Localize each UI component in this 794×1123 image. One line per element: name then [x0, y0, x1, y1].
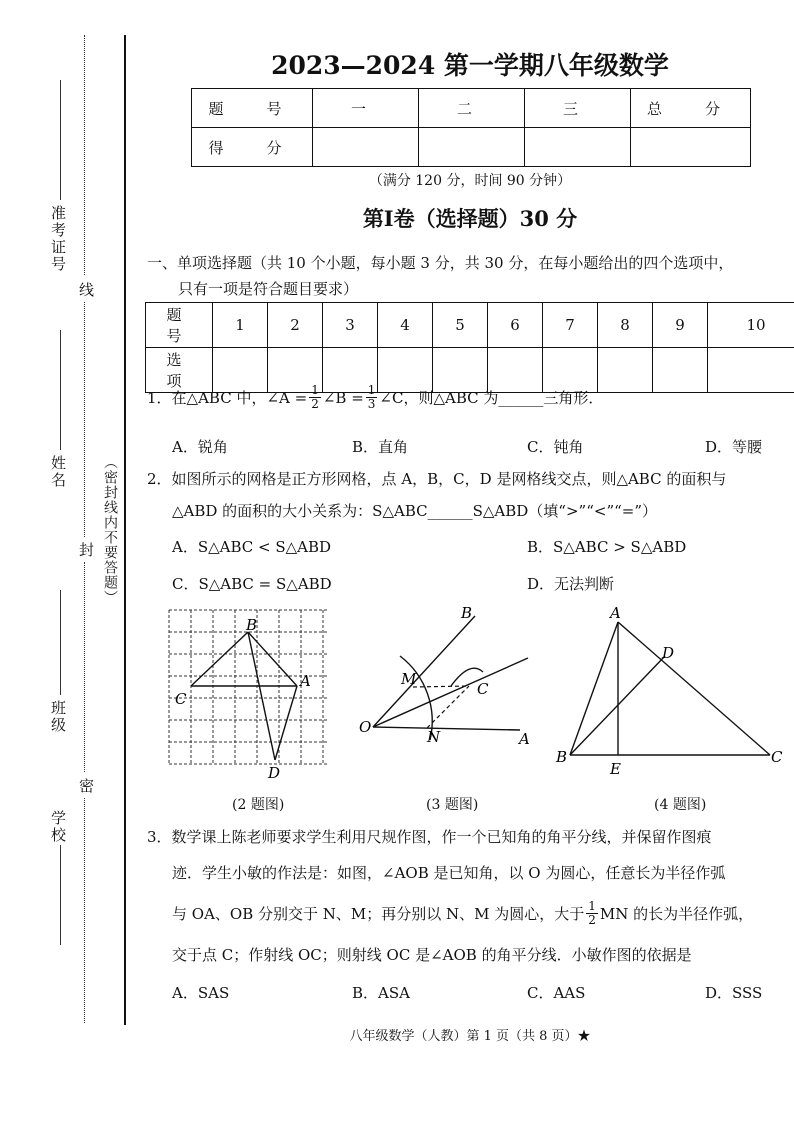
- question-number: 5: [433, 303, 488, 348]
- q1-option-c[interactable]: C．钝角: [527, 438, 584, 456]
- score-header-cell: 一: [313, 89, 419, 128]
- question-number: 8: [598, 303, 653, 348]
- exam-id-blank[interactable]: [60, 80, 61, 200]
- fig2-point-b: B: [246, 616, 258, 634]
- figure-2-caption: (2 题图): [232, 797, 285, 813]
- class-blank[interactable]: [60, 590, 61, 695]
- question-number: 4: [378, 303, 433, 348]
- q3-option-c[interactable]: C．AAS: [527, 984, 586, 1002]
- binding-bar: [124, 35, 126, 1025]
- ray-oa: [373, 727, 520, 730]
- page-footer: 八年级数学（人教）第 1 页（共 8 页）★: [349, 1029, 591, 1044]
- seal-line-lower: [84, 562, 85, 772]
- page-title: 2023—2024 第一学期八年级数学: [271, 51, 669, 80]
- q1-prefix: 1．在△ABC 中，∠A =: [147, 389, 308, 407]
- q2-option-d[interactable]: D．无法判断: [527, 575, 615, 593]
- score-header-cell: 总 分: [631, 89, 751, 128]
- score-header-cell: 三: [525, 89, 631, 128]
- question-number: 6: [488, 303, 543, 348]
- question-number: 3: [323, 303, 378, 348]
- exam-meta: （满分 120 分，时间 90 分钟）: [368, 173, 572, 189]
- figure-2: [160, 600, 340, 785]
- fig4-point-b: B: [556, 748, 568, 766]
- q1-fraction-2: $\frac{1}{3}$: [367, 383, 376, 411]
- score-cell[interactable]: [525, 128, 631, 167]
- seal-notice: （密封线内不要答题）: [102, 455, 118, 605]
- seal-char: 封: [77, 542, 95, 559]
- q1-mid: ∠B =: [322, 388, 364, 407]
- triangles: [191, 632, 297, 760]
- answer-row-label: 题 号: [146, 303, 213, 348]
- school-blank[interactable]: [60, 845, 61, 945]
- q2-option-b[interactable]: B．S△ABC > S△ABD: [527, 538, 687, 556]
- q1-fraction-1: $\frac{1}{2}$: [311, 383, 319, 411]
- q1-option-b[interactable]: B．直角: [352, 438, 409, 456]
- score-table: [191, 88, 751, 167]
- figure-4: [548, 600, 792, 785]
- question-2-line2: △ABD 的面积的大小关系为：S△ABC______S△ABD（填“>”“<”“=”）: [172, 502, 658, 520]
- q3-option-d[interactable]: D．SSS: [705, 984, 763, 1002]
- q3-option-a[interactable]: A．SAS: [172, 984, 230, 1002]
- fig3-point-b: B: [461, 604, 473, 622]
- name-blank[interactable]: [60, 330, 61, 450]
- fig2-point-a: A: [300, 672, 311, 690]
- question-number: 2: [268, 303, 323, 348]
- fig3-point-c: C: [477, 680, 489, 698]
- secret-char: 密: [77, 778, 95, 795]
- question-number: 7: [543, 303, 598, 348]
- score-row-label: 得 分: [192, 128, 313, 167]
- question-1: [147, 384, 603, 411]
- score-header-cell: 二: [419, 89, 525, 128]
- seal-line-mid: [84, 302, 85, 537]
- part1-instruction-cont: 只有一项是符合题目要求）: [178, 280, 359, 298]
- question-3-line2: 迹．学生小敏的作法是：如图，∠AOB 是已知角，以 O 为圆心，任意长为半径作弧: [172, 864, 726, 882]
- part1-instruction: 一、单项选择题（共 10 个小题，每小题 3 分，共 30 分，在每小题给出的四个选项中，: [147, 254, 734, 272]
- figure-3: [345, 600, 535, 785]
- ray-ob: [373, 616, 475, 727]
- section-title: 第Ⅰ卷（选择题）30 分: [362, 206, 578, 231]
- q3-fraction: 1 2: [588, 899, 596, 927]
- question-2-line1: 2．如图所示的网格是正方形网格，点 A，B，C，D 是网格线交点，则△ABC 的面积与: [147, 470, 727, 488]
- q1-option-d[interactable]: D．等腰: [705, 438, 763, 456]
- figure-3-caption: (3 题图): [426, 797, 479, 813]
- score-cell[interactable]: [419, 128, 525, 167]
- fig3-point-a: A: [519, 730, 530, 748]
- score-cell[interactable]: [313, 128, 419, 167]
- exam-id-label: 准考证号: [49, 205, 67, 273]
- ray-oc: [373, 658, 528, 727]
- q3-option-b[interactable]: B．ASA: [352, 984, 410, 1002]
- fig2-point-c: C: [175, 690, 187, 708]
- answer-cell[interactable]: [653, 348, 708, 393]
- question-number: 10: [708, 303, 794, 348]
- q1-suffix: ∠C，则△ABC 为______三角形．: [379, 389, 604, 407]
- q1-option-a[interactable]: A．锐角: [172, 438, 228, 456]
- question-number: 1: [213, 303, 268, 348]
- fig2-point-d: D: [268, 764, 281, 782]
- question-3-line4: 交于点 C；作射线 OC；则射线 OC 是∠AOB 的角平分线．小敏作图的依据是: [172, 946, 692, 964]
- answer-table: [145, 302, 794, 393]
- school-label: 学校: [49, 810, 67, 844]
- score-cell[interactable]: [631, 128, 751, 167]
- fig4-point-c: C: [771, 748, 783, 766]
- fig3-point-m: M: [401, 670, 417, 688]
- fig4-point-d: D: [662, 644, 675, 662]
- score-header-cell: 题 号: [192, 89, 313, 128]
- fig3-point-n: N: [427, 728, 441, 746]
- fig4-point-a: A: [610, 604, 621, 622]
- name-label: 姓名: [49, 455, 67, 489]
- fig3-point-o: O: [359, 718, 372, 736]
- line-char: 线: [77, 282, 95, 299]
- class-label: 班级: [49, 700, 67, 734]
- q2-option-a[interactable]: A．S△ABC < S△ABD: [172, 538, 332, 556]
- answer-cell[interactable]: [598, 348, 653, 393]
- answer-row-label: 选 项: [146, 348, 213, 393]
- question-number: 9: [653, 303, 708, 348]
- answer-cell[interactable]: [708, 348, 794, 393]
- seal-line-bottom: [84, 798, 85, 1023]
- seal-line-upper: [84, 35, 85, 275]
- fig4-point-e: E: [610, 760, 621, 778]
- question-3-line1: 3．数学课上陈老师要求学生利用尺规作图，作一个已知角的角平分线，并保留作图痕: [147, 828, 712, 846]
- question-3-line3: 与 OA、OB 分别交于 N、M；再分别以 N、M 为圆心，大于 1 2 MN 的长为半径作弧，: [172, 899, 754, 927]
- figure-4-caption: (4 题图): [654, 797, 707, 813]
- q2-option-c[interactable]: C．S△ABC = S△ABD: [172, 575, 332, 593]
